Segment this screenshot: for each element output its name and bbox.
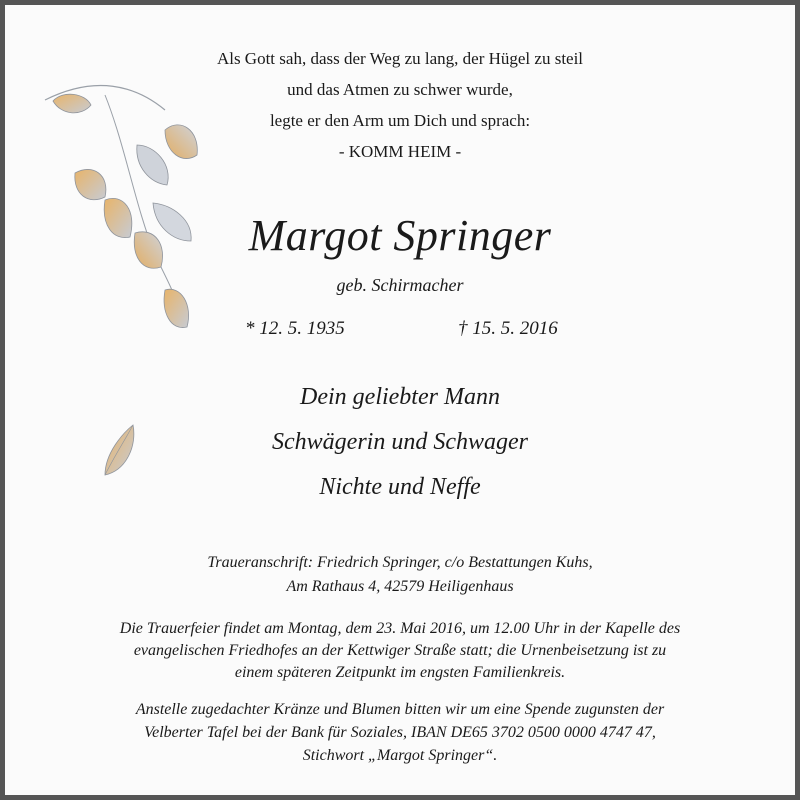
mourning-address bbox=[5, 551, 795, 599]
death-date: † 15. 5. 2016 bbox=[458, 318, 558, 339]
mourner-line: Nichte und Neffe bbox=[319, 474, 481, 500]
poem-line-4: - KOMM HEIM - bbox=[338, 142, 462, 161]
address-line-2: Am Rathaus 4, 42579 Heiligenhaus bbox=[286, 578, 514, 595]
poem-line-3: legte er den Arm um Dich und sprach: bbox=[269, 111, 531, 130]
mourner-line: Dein geliebter Mann bbox=[300, 384, 500, 410]
maiden-name: geb. Schirmacher bbox=[336, 275, 464, 295]
birth-date: * 12. 5. 1935 bbox=[245, 318, 345, 339]
donation-line-3: Stichwort „Margot Springer“. bbox=[302, 747, 498, 764]
mourner-line: Schwägerin und Schwager bbox=[272, 429, 528, 455]
mourners-list bbox=[5, 375, 795, 510]
service-line-2: evangelischen Friedhofes an der Kettwiger Straße statt; die Urnenbeisetzung ist zu bbox=[133, 642, 667, 659]
service-line-3: einem späteren Zeitpunkt im engsten Familienkreis. bbox=[234, 664, 566, 681]
deceased-name: Margot Springer bbox=[248, 211, 552, 260]
donation-line-1: Anstelle zugedachter Kränze und Blumen bitten wir um eine Spende zugunsten der bbox=[135, 701, 665, 718]
poem-line-1: Als Gott sah, dass der Weg zu lang, der Hügel zu steil bbox=[216, 49, 584, 68]
poem-line-2: und das Atmen zu schwer wurde, bbox=[287, 80, 513, 99]
address-line-1: Traueranschrift: Friedrich Springer, c/o Bestattungen Kuhs, bbox=[207, 554, 593, 571]
funeral-service-info bbox=[5, 618, 795, 684]
donation-line-2: Velberter Tafel bei der Bank für Soziales, IBAN DE65 3702 0500 0000 4747 47, bbox=[144, 724, 656, 741]
service-line-1: Die Trauerfeier findet am Montag, dem 23. Mai 2016, um 12.00 Uhr in der Kapelle des bbox=[119, 620, 681, 637]
donation-info bbox=[5, 698, 795, 767]
poem bbox=[5, 43, 795, 167]
